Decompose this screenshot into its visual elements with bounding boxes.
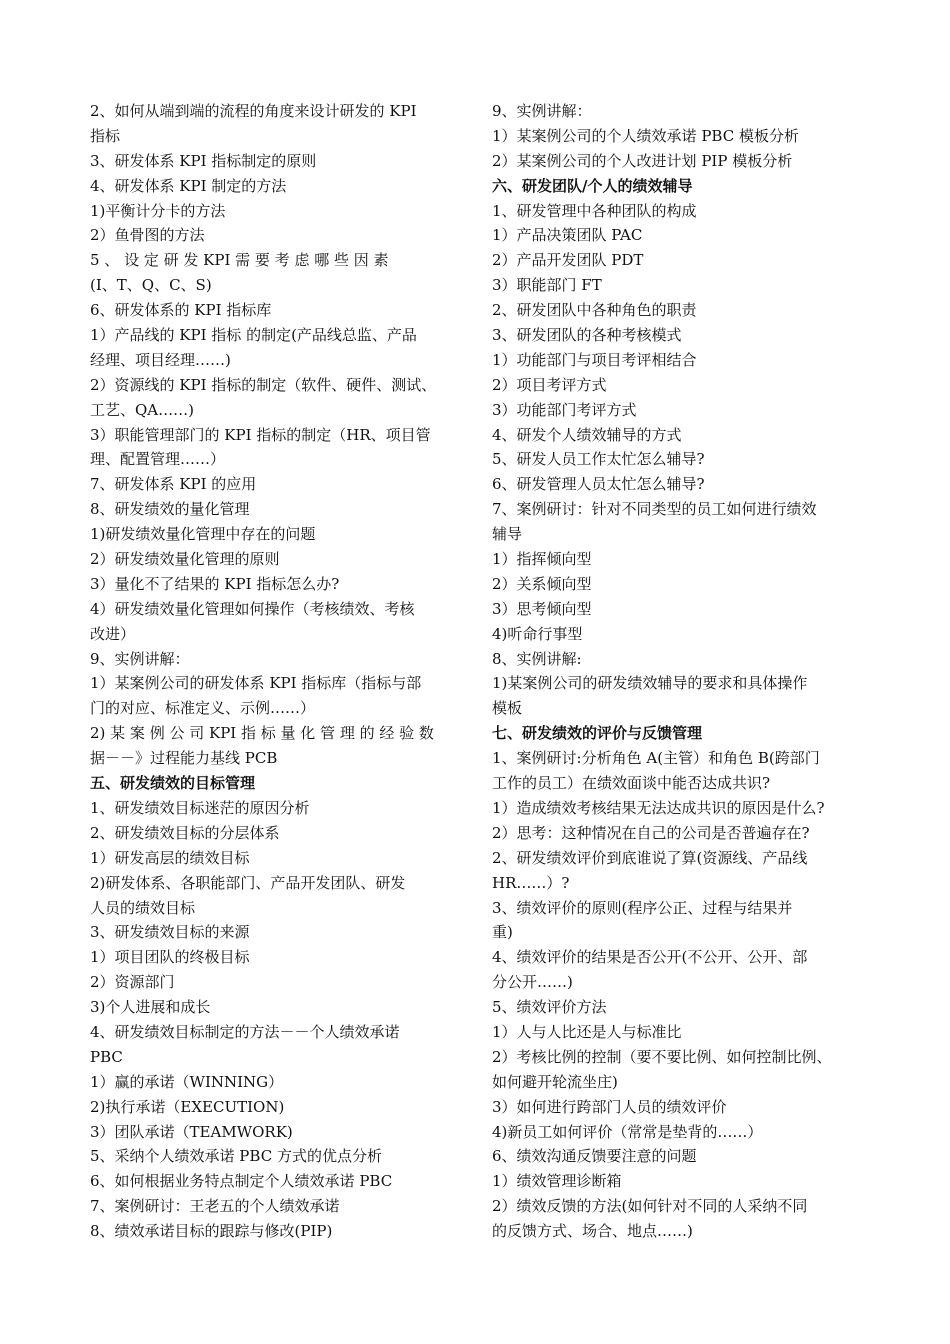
- text-line: 2）资源部门: [90, 973, 175, 992]
- text-line: 2）绩效反馈的方法(如何针对不同的人采纳不同: [492, 1197, 808, 1216]
- text-line: 2）关系倾向型: [492, 574, 592, 593]
- text-line: 指标: [90, 126, 121, 145]
- text-line: 1)某案例公司的研发绩效辅导的要求和具体操作: [492, 674, 808, 693]
- text-line: 5、研发人员工作太忙怎么辅导?: [492, 450, 705, 469]
- text-line: 1）某案例公司的研发体系 KPI 指标库（指标与部: [90, 674, 422, 693]
- text-line: 门的对应、标准定义、示例……）: [90, 699, 316, 718]
- text-line: 4)新员工如何评价（常常是垫背的……）: [492, 1122, 763, 1141]
- text-line: 1）指挥倾向型: [492, 550, 592, 569]
- section-heading: 七、研发绩效的评价与反馈管理: [492, 724, 703, 743]
- text-line: 2）某案例公司的个人改进计划 PIP 模板分析: [492, 151, 793, 170]
- text-line: 8、研发绩效的量化管理: [90, 500, 250, 519]
- section-heading: 五、研发绩效的目标管理: [90, 774, 256, 793]
- text-line: 4、绩效评价的结果是否公开(不公开、公开、部: [492, 948, 808, 967]
- text-line: 6、研发管理人员太忙怎么辅导?: [492, 475, 705, 494]
- text-line: 8、实例讲解:: [492, 649, 582, 668]
- text-line: 3、研发绩效目标的来源: [90, 923, 250, 942]
- text-line: 4）研发绩效量化管理如何操作（考核绩效、考核: [90, 599, 415, 618]
- text-line: 1）研发高层的绩效目标: [90, 848, 250, 867]
- text-line: 1）产品决策团队 PAC: [492, 226, 643, 245]
- text-line: 2、研发团队中各种角色的职责: [492, 301, 697, 320]
- text-line: 分公开……): [492, 973, 573, 992]
- text-line: 9、实例讲解：: [492, 102, 592, 120]
- text-line: 4、研发个人绩效辅导的方式: [492, 425, 682, 444]
- text-line: 1）造成绩效考核结果无法达成共识的原因是什么?: [492, 798, 825, 817]
- text-line: 2）思考：这种情况在自己的公司是否普遍存在?: [492, 823, 810, 842]
- text-line: 7、研发体系 KPI 的应用: [90, 475, 257, 494]
- text-line: 2)研发体系、各职能部门、产品开发团队、研发: [90, 873, 406, 892]
- left-column: [90, 99, 470, 1244]
- text-line: PBC: [90, 1047, 123, 1066]
- text-line: 1、研发绩效目标迷茫的原因分析: [90, 798, 310, 817]
- text-line: 3）职能管理部门的 KPI 指标的制定（HR、项目管: [90, 425, 431, 444]
- text-line: 辅导: [492, 525, 523, 544]
- text-line: 2）考核比例的控制（要不要比例、如何控制比例、: [492, 1047, 832, 1066]
- text-line: 2）项目考评方式: [492, 375, 607, 394]
- text-line: (I、T、Q、C、S): [90, 276, 212, 295]
- text-line: 理、配置管理……）: [90, 450, 226, 469]
- text-line: 1）功能部门与项目考评相结合: [492, 350, 697, 369]
- text-line: 3）量化不了结果的 KPI 指标怎么办?: [90, 574, 340, 593]
- text-line: 3）团队承诺（TEAMWORK): [90, 1122, 293, 1141]
- text-line: 3）思考倾向型: [492, 599, 592, 618]
- text-line: 5 、 设 定 研 发 KPI 需 要 考 虑 哪 些 因 素: [90, 251, 389, 270]
- text-line: 2）鱼骨图的方法: [90, 226, 205, 245]
- text-line: 1）人与人比还是人与标准比: [492, 1022, 682, 1041]
- text-line: 3、研发体系 KPI 指标制定的原则: [90, 151, 317, 170]
- text-line: 模板: [492, 699, 523, 718]
- section-heading: 六、研发团队/个人的绩效辅导: [492, 176, 693, 195]
- text-line: 1、研发管理中各种团队的构成: [492, 201, 697, 220]
- text-line: 5、绩效评价方法: [492, 998, 607, 1017]
- text-line: 6、绩效沟通反馈要注意的问题: [492, 1147, 697, 1166]
- text-line: 1）产品线的 KPI 指标 的制定(产品线总监、产品: [90, 326, 417, 345]
- text-line: 经理、项目经理……): [90, 350, 231, 369]
- text-line: 重): [492, 923, 513, 942]
- text-line: 3、绩效评价的原则(程序公正、过程与结果并: [492, 898, 793, 917]
- text-line: 工艺、QA……): [90, 400, 194, 419]
- text-line: 2、如何从端到端的流程的角度来设计研发的 KPI: [90, 102, 417, 120]
- text-line: 9、实例讲解：: [90, 649, 190, 668]
- text-line: 3、研发团队的各种考核模式: [492, 326, 682, 345]
- text-line: 1）某案例公司的个人绩效承诺 PBC 模板分析: [492, 126, 799, 145]
- text-line: 3）如何进行跨部门人员的绩效评价: [492, 1097, 727, 1116]
- text-line: 如何避开轮流坐庄): [492, 1072, 618, 1091]
- text-line: 6、研发体系的 KPI 指标库: [90, 301, 272, 320]
- text-line: 4、研发绩效目标制定的方法－－个人绩效承诺: [90, 1022, 400, 1041]
- text-line: 3)个人进展和成长: [90, 998, 211, 1017]
- text-line: 7、案例研讨：王老五的个人绩效承诺: [90, 1197, 340, 1216]
- text-line: 据－－》过程能力基线 PCB: [90, 749, 278, 768]
- text-line: 的反馈方式、场合、地点……): [492, 1222, 693, 1241]
- right-column: [492, 99, 872, 1244]
- text-line: 8、绩效承诺目标的跟踪与修改(PIP): [90, 1222, 333, 1241]
- text-line: 1）项目团队的终极目标: [90, 948, 250, 967]
- text-line: 2）产品开发团队 PDT: [492, 251, 644, 270]
- text-line: 4、研发体系 KPI 制定的方法: [90, 176, 287, 195]
- text-line: 2) 某 案 例 公 司 KPI 指 标 量 化 管 理 的 经 验 数: [90, 724, 434, 743]
- text-line: 改进）: [90, 624, 136, 643]
- text-line: 3）职能部门 FT: [492, 276, 602, 295]
- text-line: 7、案例研讨：针对不同类型的员工如何进行绩效: [492, 500, 817, 519]
- text-line: HR……）?: [492, 873, 570, 892]
- text-line: 2、研发绩效评价到底谁说了算(资源线、产品线: [492, 848, 808, 867]
- text-line: 1)研发绩效量化管理中存在的问题: [90, 525, 316, 544]
- text-line: 2)执行承诺（EXECUTION): [90, 1097, 285, 1116]
- text-line: 2）资源线的 KPI 指标的制定（软件、硬件、测试、: [90, 375, 437, 394]
- text-line: 2）研发绩效量化管理的原则: [90, 550, 280, 569]
- text-line: 工作的员工）在绩效面谈中能否达成共识?: [492, 774, 771, 793]
- text-line: 4)听命行事型: [492, 624, 583, 643]
- text-line: 1)平衡计分卡的方法: [90, 201, 226, 220]
- text-line: 6、如何根据业务特点制定个人绩效承诺 PBC: [90, 1172, 393, 1191]
- text-line: 2、研发绩效目标的分层体系: [90, 823, 280, 842]
- text-line: 1、案例研讨:分析角色 A(主管）和角色 B(跨部门: [492, 749, 820, 768]
- text-line: 1）绩效管理诊断箱: [492, 1172, 622, 1191]
- text-line: 5、采纳个人绩效承诺 PBC 方式的优点分析: [90, 1147, 382, 1166]
- text-line: 1）赢的承诺（WINNING）: [90, 1072, 284, 1091]
- text-line: 3）功能部门考评方式: [492, 400, 637, 419]
- text-line: 人员的绩效目标: [90, 898, 196, 917]
